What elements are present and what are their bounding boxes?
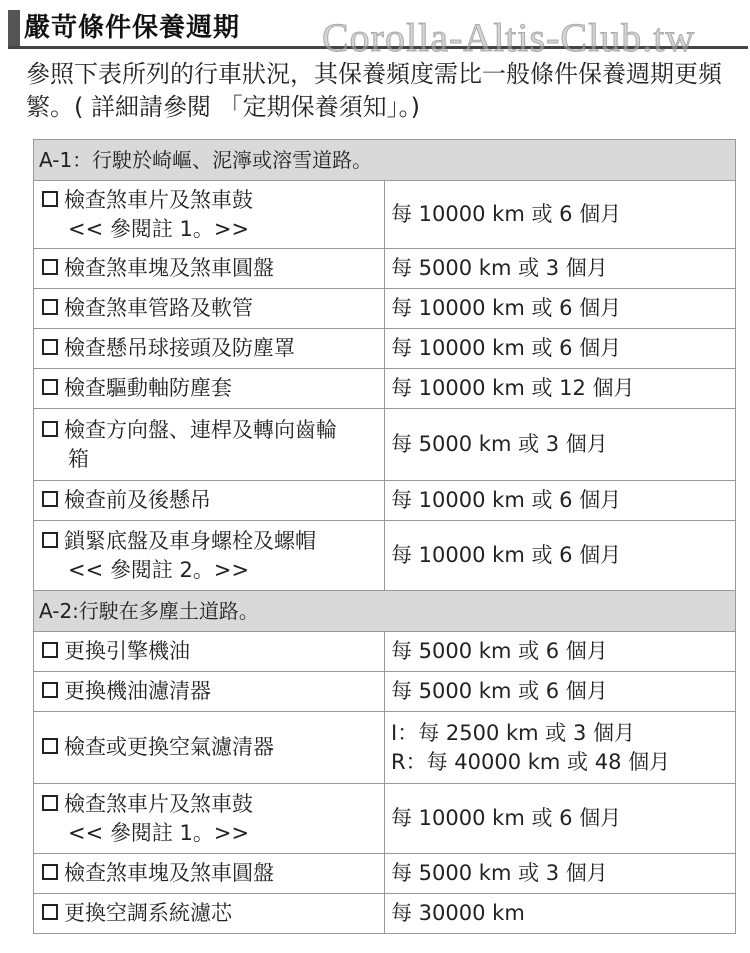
frequency-cell (385, 249, 736, 289)
frequency-cell (385, 481, 736, 521)
page-title: 嚴苛條件保養週期 (24, 13, 241, 43)
checkbox-icon (42, 379, 58, 395)
header-accent-bar (8, 10, 20, 46)
item-cell (34, 329, 385, 369)
table-row (34, 521, 736, 591)
table-row (34, 249, 736, 289)
watermark: Corolla-Altis-Club.tw (322, 15, 696, 60)
item-cell (34, 289, 385, 329)
item-cell (34, 672, 385, 712)
table-row (34, 894, 736, 934)
checkbox-icon (42, 339, 58, 355)
item-cell (34, 712, 385, 784)
item-label: 檢查煞車片及煞車鼓 (64, 791, 253, 816)
item-cell (34, 632, 385, 672)
item-label: 檢查煞車塊及煞車圓盤 (64, 256, 274, 280)
table-row (34, 672, 736, 712)
item-label: 更換空調系統濾芯 (64, 901, 232, 925)
frequency-text: 每 30000 km (391, 901, 525, 925)
item-cell (34, 181, 385, 249)
item-label: 檢查前及後懸吊 (64, 488, 211, 512)
checkbox-icon (42, 642, 58, 658)
frequency-cell (385, 784, 736, 854)
checkbox-icon (42, 421, 58, 437)
frequency-text: 每 10000 km 或 6 個月 (391, 806, 622, 830)
checkbox-icon (42, 191, 58, 207)
table-row (34, 712, 736, 784)
checkbox-icon (42, 532, 58, 548)
frequency-cell (385, 289, 736, 329)
frequency-text: 每 5000 km 或 3 個月 (391, 432, 608, 456)
checkbox-icon (42, 738, 58, 754)
frequency-text: 每 10000 km 或 6 個月 (391, 543, 622, 567)
checkbox-icon (42, 864, 58, 880)
frequency-cell (385, 181, 736, 249)
table-row (34, 481, 736, 521)
frequency-cell (385, 409, 736, 481)
item-label-continued: 箱 (68, 446, 89, 471)
checkbox-icon (42, 682, 58, 698)
frequency-text: 每 10000 km 或 6 個月 (391, 336, 622, 360)
frequency-cell (385, 672, 736, 712)
frequency-text-line2: R：每 40000 km 或 48 個月 (391, 749, 671, 774)
section-title: A-1：行駛於崎嶇、泥濘或溶雪道路。 (34, 140, 736, 181)
item-label: 檢查方向盤、連桿及轉向齒輪 (64, 417, 337, 442)
item-label: 鎖緊底盤及車身螺栓及螺帽 (64, 528, 316, 553)
frequency-cell (385, 329, 736, 369)
checkbox-icon (42, 259, 58, 275)
frequency-text: 每 5000 km 或 3 個月 (391, 256, 608, 280)
frequency-text: 每 5000 km 或 6 個月 (391, 679, 608, 703)
item-cell (34, 521, 385, 591)
intro-paragraph: 參照下表所列的行車狀況，其保養頻度需比一般條件保養週期更頻繁。( 詳細請參閱 「定期保養須知」。) (26, 60, 722, 121)
item-label: 檢查煞車塊及煞車圓盤 (64, 861, 274, 885)
checkbox-icon (42, 491, 58, 507)
item-cell (34, 784, 385, 854)
checkbox-icon (42, 299, 58, 315)
item-label: 檢查或更換空氣濾清器 (64, 735, 274, 759)
frequency-text: 每 10000 km 或 6 個月 (391, 296, 622, 320)
table-row (34, 289, 736, 329)
table-row (34, 632, 736, 672)
frequency-cell (385, 369, 736, 409)
frequency-cell (385, 712, 736, 784)
frequency-text: 每 10000 km 或 12 個月 (391, 376, 635, 400)
item-label: 更換引擎機油 (64, 639, 190, 663)
frequency-text: 每 10000 km 或 6 個月 (391, 202, 622, 226)
maintenance-table (33, 139, 736, 934)
item-cell (34, 369, 385, 409)
frequency-text: 每 10000 km 或 6 個月 (391, 488, 622, 512)
table-row (34, 784, 736, 854)
item-label: 檢查煞車管路及軟管 (64, 296, 253, 320)
checkbox-icon (42, 795, 58, 811)
frequency-cell (385, 894, 736, 934)
frequency-text: I：每 2500 km 或 3 個月 (391, 720, 635, 745)
table-row (34, 369, 736, 409)
frequency-text: 每 5000 km 或 3 個月 (391, 861, 608, 885)
item-cell (34, 894, 385, 934)
item-note: << 參閱註 1。>> (68, 216, 250, 241)
frequency-text: 每 5000 km 或 6 個月 (391, 639, 608, 663)
item-note: << 參閱註 2。>> (68, 557, 250, 582)
frequency-cell (385, 521, 736, 591)
item-cell (34, 854, 385, 894)
section-title: A-2:行駛在多塵土道路。 (34, 591, 736, 632)
item-label: 檢查煞車片及煞車鼓 (64, 187, 253, 212)
item-label: 檢查懸吊球接頭及防塵罩 (64, 336, 295, 360)
item-cell (34, 481, 385, 521)
frequency-cell (385, 854, 736, 894)
item-label: 更換機油濾清器 (64, 679, 211, 703)
item-label: 檢查驅動軸防塵套 (64, 376, 232, 400)
section-header-row (34, 140, 736, 181)
frequency-cell (385, 632, 736, 672)
table-row (34, 854, 736, 894)
item-cell (34, 409, 385, 481)
table-row (34, 329, 736, 369)
section-header-row (34, 591, 736, 632)
table-row (34, 409, 736, 481)
checkbox-icon (42, 904, 58, 920)
table-row (34, 181, 736, 249)
item-cell (34, 249, 385, 289)
item-note: << 參閱註 1。>> (68, 820, 250, 845)
